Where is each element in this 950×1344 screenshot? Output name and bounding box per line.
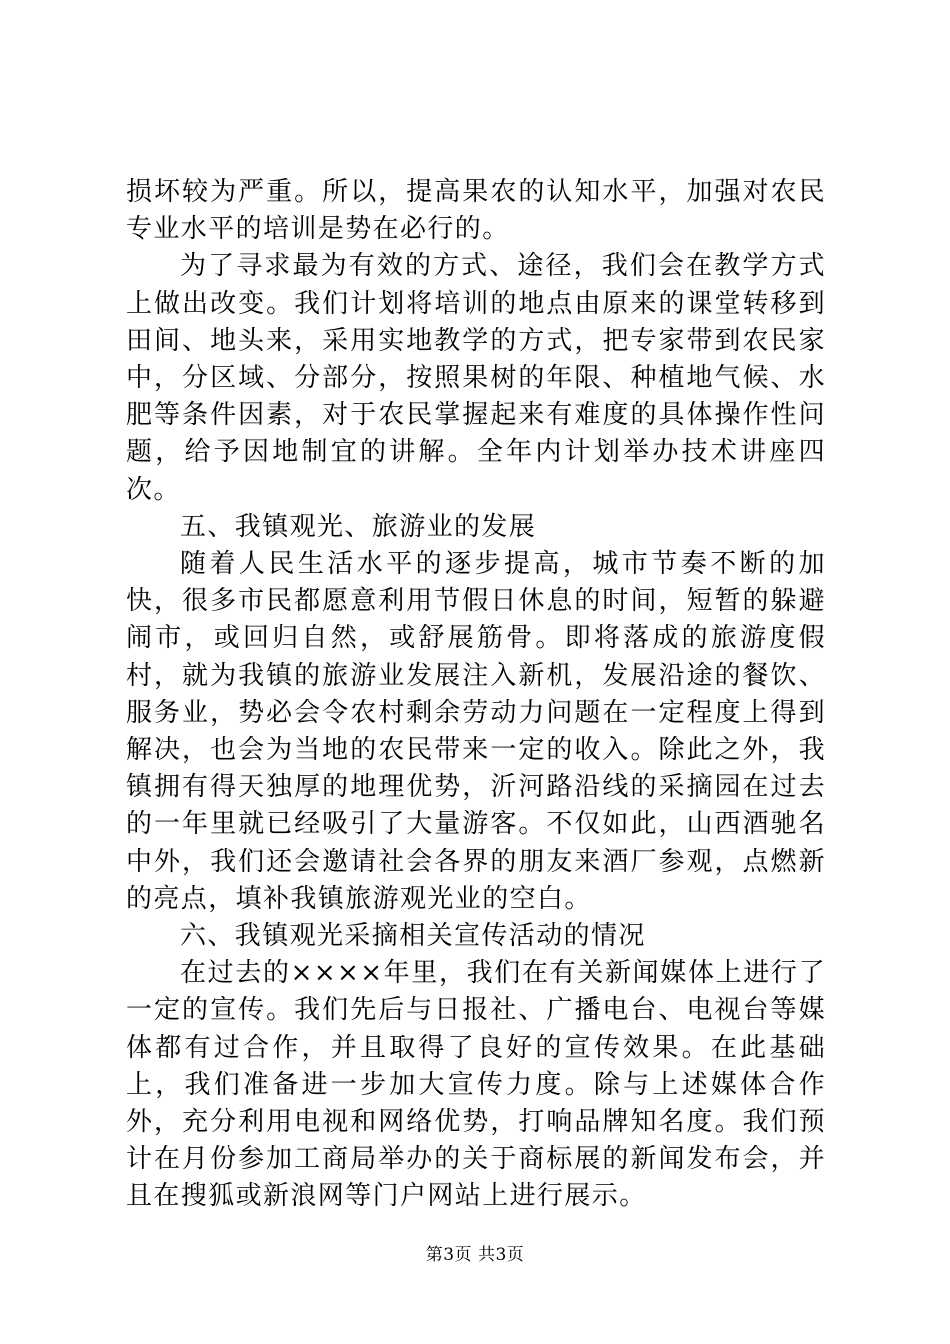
paragraph-training-method: 为了寻求最为有效的方式、途径，我们会在教学方式上做出改变。我们计划将培训的地点由原来的课堂转移到田间、地头来，采用实地教学的方式，把专家带到农民家中，分区域、分部分，按照果树的年限、种植地气候、水肥等条件因素，对于农民掌握起来有难度的具体操作性问题，给予因地制宜的讲解。全年内计划举办技术讲座四次。 [126, 251, 826, 505]
section-heading-tourism: 五、我镇观光、旅游业的发展 [180, 511, 537, 542]
paragraph-continuation: 损坏较为严重。所以，提高果农的认知水平，加强对农民专业水平的培训是势在必行的。 [126, 177, 826, 245]
section-heading-publicity: 六、我镇观光采摘相关宣传活动的情况 [180, 921, 646, 952]
paragraph-publicity: 在过去的××××年里，我们在有关新闻媒体上进行了一定的宣传。我们先后与日报社、广播电台、电视台等媒体都有过合作，并且取得了良好的宣传效果。在此基础上，我们准备进一步加大宣传力度。除与上述媒体合作外，充分利用电视和网络优势，打响品牌知名度。我们预计在月份参加工商局举办的关于商标展的新闻发布会，并且在搜狐或新浪网等门户网站上进行展示。 [126, 958, 826, 1212]
paragraph-tourism: 随着人民生活水平的逐步提高，城市节奏不断的加快，很多市民都愿意利用节假日休息的时间，短暂的躲避闹市，或回归自然，或舒展筋骨。即将落成的旅游度假村，就为我镇的旅游业发展注入新机，发展沿途的餐饮、服务业，势必会令农村剩余劳动力问题在一定程度上得到解决，也会为当地的农民带来一定的收入。除此之外，我镇拥有得天独厚的地理优势，沂河路沿线的采摘园在过去的一年里就已经吸引了大量游客。不仅如此，山西酒驰名中外，我们还会邀请社会各界的朋友来酒厂参观，点燃新的亮点，填补我镇旅游观光业的空白。 [126, 549, 826, 914]
page-number-footer: 第3页 共3页 [425, 1245, 525, 1265]
document-body [126, 174, 826, 1216]
